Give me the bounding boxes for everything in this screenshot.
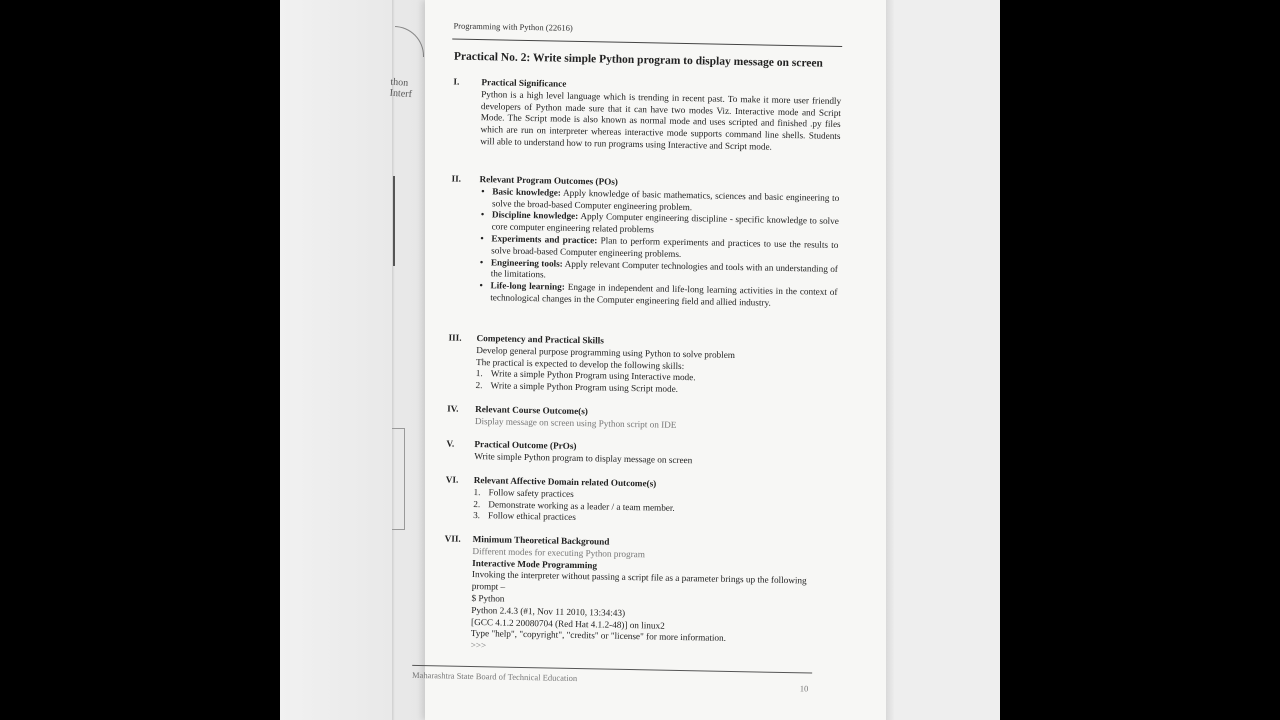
list-item: • Engineering tools: Apply relevant Computer technologies and tools with an understanding of the limitations. <box>491 257 838 287</box>
affective-list <box>473 487 834 529</box>
list-item: • Life-long learning: Engage in independent and life-long learning activities in the context of technological changes in the Computer engineering field and allied industry. <box>490 280 837 310</box>
footer-board: Maharashtra State Board of Technical Education <box>411 669 578 684</box>
code-line: $ Python <box>471 592 505 604</box>
previous-page-edge <box>392 0 395 720</box>
section-heading: Relevant Affective Domain related Outcome(s) <box>473 475 657 489</box>
document-page <box>411 0 887 720</box>
page-edge-shadow <box>886 0 894 720</box>
subheading: Different modes for executing Python program <box>472 545 646 560</box>
photo-frame <box>280 0 1000 720</box>
section-text: Write simple Python program to display message on screen <box>474 450 693 466</box>
section-practical-significance <box>453 76 846 152</box>
running-header: Programming with Python (22616) <box>453 20 573 33</box>
section-text: The practical is expected to develop the following skills: <box>475 356 685 371</box>
list-item: 1. Follow safety practices <box>473 486 574 499</box>
section-heading: Minimum Theoretical Background <box>472 534 610 547</box>
list-item: • Experiments and practice: Plan to perform experiments and practices to use the results to solve broad-based Computer engineering problems. <box>491 233 838 263</box>
section-number: I. <box>453 76 460 87</box>
header-rule <box>452 39 842 47</box>
section-affective-outcomes <box>445 474 838 523</box>
previous-page-curve <box>393 26 424 57</box>
list-item: 1. Write a simple Python Program using Interactive mode. <box>475 368 696 383</box>
section-practical-outcome <box>446 438 839 466</box>
list-item: 2. Write a simple Python Program using Script mode. <box>475 380 679 395</box>
section-text: Display message on screen using Python script on IDE <box>474 415 677 430</box>
page-number: 10 <box>799 683 809 694</box>
section-heading: Competency and Practical Skills <box>476 333 604 346</box>
section-number: II. <box>451 173 462 184</box>
previous-page <box>280 0 430 720</box>
section-heading: Practical Significance <box>481 77 567 89</box>
section-heading: Relevant Course Outcome(s) <box>475 404 589 417</box>
code-line: Python 2.4.3 (#1, Nov 11 2010, 13:34:43) <box>471 604 626 618</box>
previous-page-fragment: thon Interf <box>389 76 413 101</box>
outcomes-list <box>477 186 839 311</box>
subheading-bold: Interactive Mode Programming <box>472 557 598 570</box>
section-number: VII. <box>444 533 461 544</box>
list-item: 2. Demonstrate working as a leader / a team member. <box>473 498 675 513</box>
previous-page-bar <box>393 176 395 266</box>
section-heading: Practical Outcome (PrOs) <box>474 439 577 451</box>
section-number: V. <box>446 438 455 449</box>
section-number: III. <box>448 332 462 343</box>
section-theoretical-background <box>444 533 837 651</box>
code-block <box>470 593 831 659</box>
section-text: Python is a high level language which is trending in recent past. To make it more user friendly developers of Python made sure that it can have two modes Viz. Interactive mode and Script Mode. The Script mode is also known as normal mode and uses scripted and finished .py files which are run on interpreter whereas interactive mode supports command line shells. Students will able to understand how to run programs using Interactive and Script mode. <box>480 88 842 152</box>
section-course-outcome <box>447 403 839 430</box>
list-item: • Basic knowledge: Apply knowledge of basic mathematics, sciences and basic engineering to solve the broad-based Computer engineering problem. <box>492 186 839 216</box>
previous-page-box <box>392 428 405 530</box>
section-competency <box>448 332 841 395</box>
code-line: Type "help", "copyright", "credits" or "license" for more information. <box>470 628 727 644</box>
section-heading: Relevant Program Outcomes (POs) <box>479 174 619 187</box>
section-number: VI. <box>445 474 459 485</box>
list-item: • Discipline knowledge: Apply Computer engineering discipline - specific knowledge to solve core computer engineering related problems <box>492 210 839 240</box>
code-line: [GCC 4.1.2 20080704 (Red Hat 4.1.2-48)] on linux2 <box>470 616 665 631</box>
practical-title: Practical No. 2: Write simple Python program to display message on screen <box>453 50 823 70</box>
section-number: IV. <box>447 403 459 414</box>
section-text: Develop general purpose programming using Python to solve problem <box>476 344 736 360</box>
list-item: 3. Follow ethical practices <box>473 510 576 523</box>
code-line: >>> <box>470 640 487 651</box>
page-content <box>411 0 887 720</box>
section-text: Invoking the interpreter without passing a script file as a parameter brings up the following prompt – <box>471 569 807 592</box>
section-program-outcomes <box>451 173 844 308</box>
